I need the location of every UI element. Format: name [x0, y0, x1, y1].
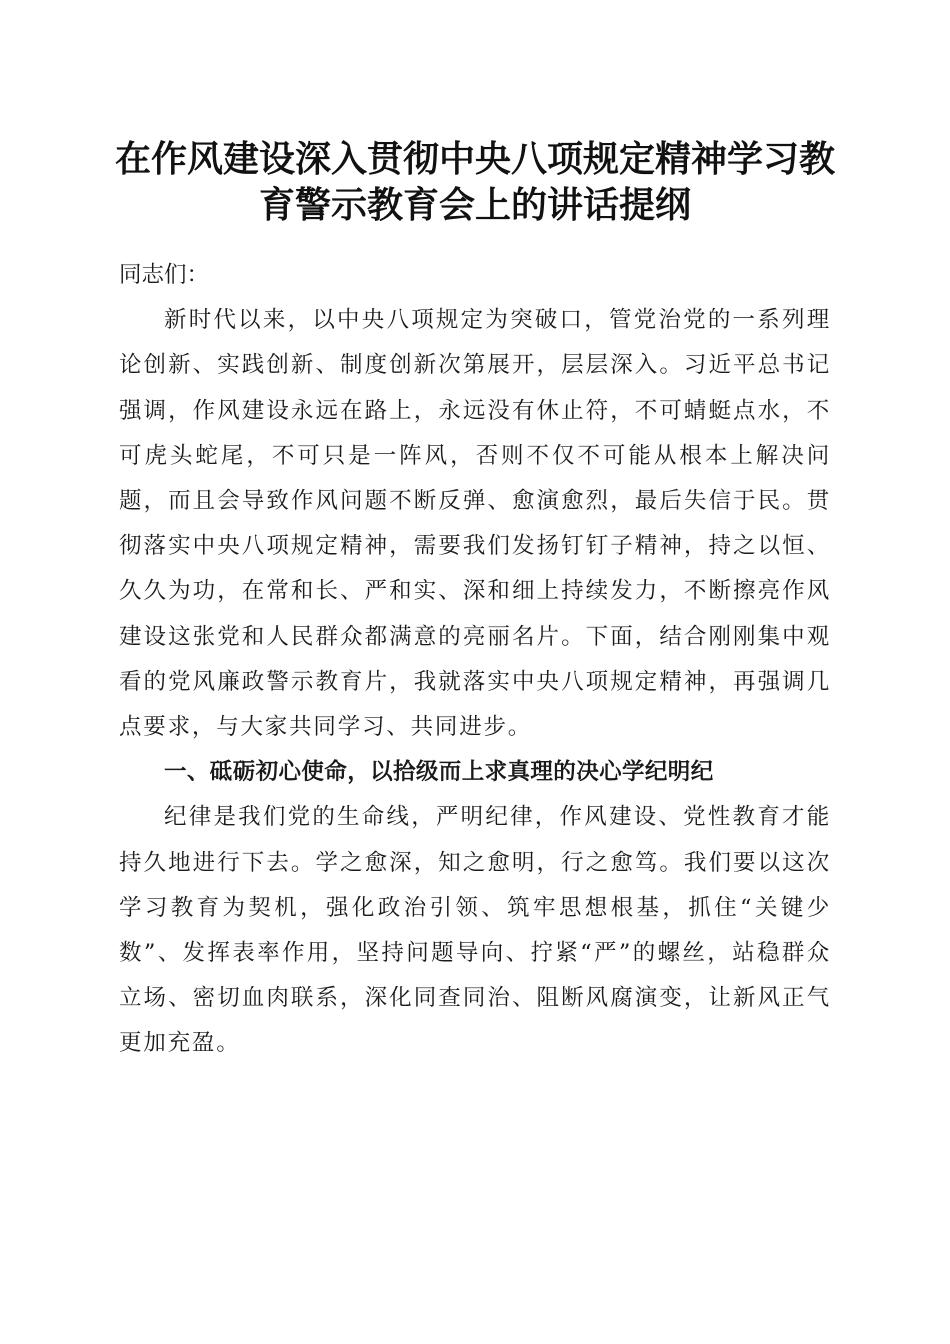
document-body [119, 253, 831, 1067]
title-line-2: 育警示教育会上的讲话提纲 [258, 184, 691, 226]
document-title [100, 136, 850, 228]
title-line-1: 在作风建设深入贯彻中央八项规定精神学习教 [114, 138, 835, 180]
section-1-paragraph: 纪律是我们党的生命线，严明纪律，作风建设、党性教育才能持久地进行下去。学之愈深，知之愈明，行之愈笃。我们要以这次学习教育为契机，强化政治引领、筑牢思想根基，抓住“关键少数”、发挥表率作用，坚持问题导向、拧紧“严”的螺丝，站稳群众立场、密切血肉联系，深化同查同治、阻断风腐演变，让新风正气更加充盈。 [119, 804, 831, 1057]
intro-paragraph: 新时代以来，以中央八项规定为突破口，管党治党的一系列理论创新、实践创新、制度创新次第展开，层层深入。习近平总书记强调，作风建设永远在路上，永远没有休止符，不可蜻蜓点水，不可虎头蛇尾，不可只是一阵风，否则不仅不可能从根本上解决问题，而且会导致作风问题不断反弹、愈演愈烈，最后失信于民。贯彻落实中央八项规定精神，需要我们发扬钉钉子精神，持之以恒、久久为功，在常和长、严和实、深和细上持续发力，不断擦亮作风建设这张党和人民群众都满意的亮丽名片。下面，结合刚刚集中观看的党风廉政警示教育片，我就落实中央八项规定精神，再强调几点要求，与大家共同学习、共同进步。 [119, 307, 831, 741]
section-heading-1: 一、砥砺初心使命，以拾级而上求真理的决心学纪明纪 [164, 759, 714, 786]
salutation: 同志们： [119, 262, 210, 288]
